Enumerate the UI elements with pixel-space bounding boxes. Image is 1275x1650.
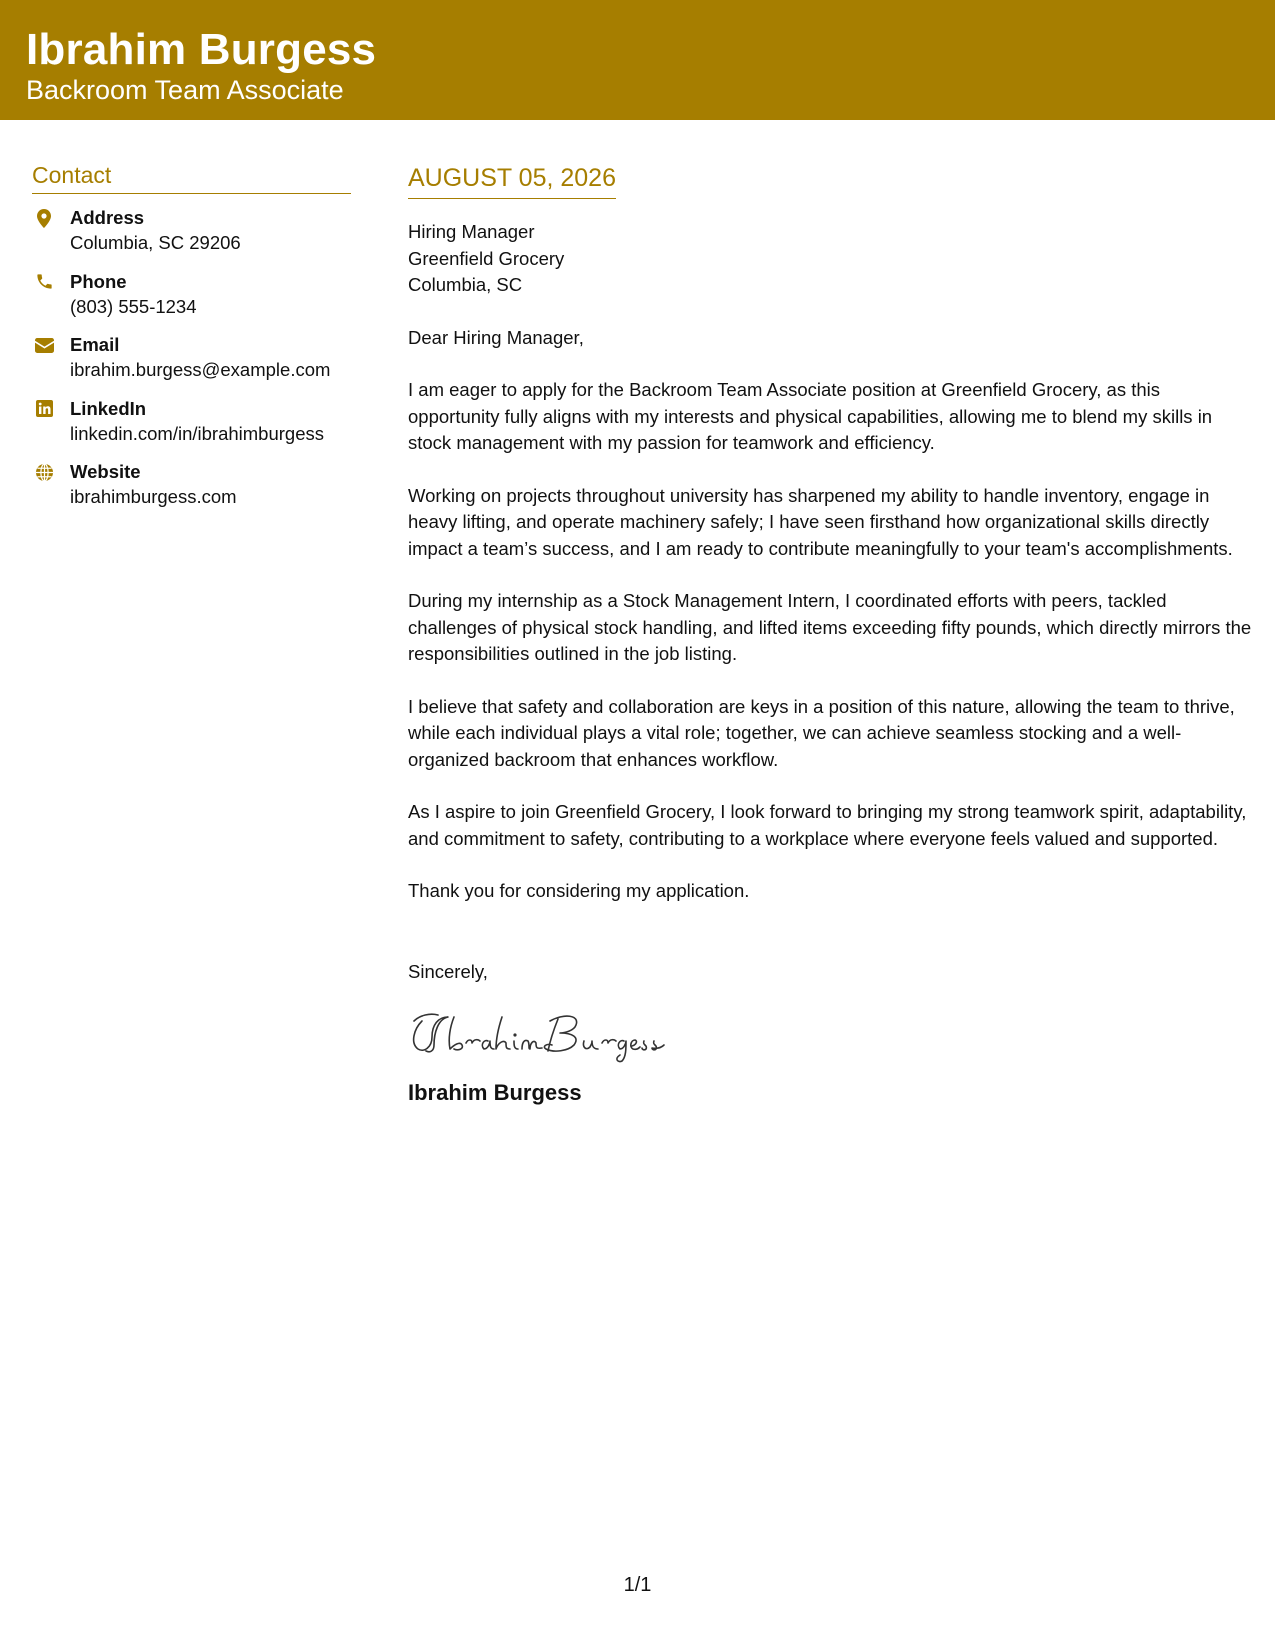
paragraph: I believe that safety and collaboration are keys in a position of this nature, allowing the team to thrive, while each individual plays a vital role; together, we can achieve seamless stocking and a well-organized backroom that enhances workflow.: [408, 695, 1235, 770]
contact-value: ibrahim.burgess@example.com: [70, 359, 331, 380]
contact-item-linkedin: [32, 397, 351, 461]
closing: Sincerely,: [408, 960, 488, 982]
page-number: 1/1: [623, 1574, 652, 1596]
linkedin-icon: [34, 398, 54, 420]
recipient-company: Greenfield Grocery: [408, 247, 565, 269]
header-banner: [0, 0, 1275, 120]
contact-value: Columbia, SC 29206: [70, 232, 241, 253]
applicant-name: Ibrahim Burgess: [26, 25, 377, 74]
paragraph: As I aspire to join Greenfield Grocery, I look forward to bringing my strong teamwork spirit, adaptability, and commitment to safety, contributing to a workplace where everyone feels valued and supported.: [408, 801, 1247, 849]
contact-label: LinkedIn: [70, 397, 147, 419]
signed-name: Ibrahim Burgess: [408, 1080, 582, 1105]
map-pin-icon: [34, 207, 54, 229]
contact-sidebar: [32, 160, 351, 524]
paragraph: Working on projects throughout university has sharpened my ability to handle inventory, engage in heavy lifting, and operate machinery safely; I have seen firsthand how organizational skills directly impact a team’s success, and I am ready to contribute meaningfully to your team's accomplishments.: [408, 484, 1233, 559]
contact-value: ibrahimburgess.com: [70, 486, 237, 507]
envelope-icon: [34, 334, 54, 356]
contact-list: [32, 206, 351, 524]
contact-item-address: [32, 206, 351, 270]
recipient-location: Columbia, SC: [408, 274, 523, 295]
letter-body: [408, 162, 1253, 1107]
contact-label: Website: [70, 461, 141, 482]
contact-item-phone: [32, 270, 351, 334]
contact-value: (803) 555-1234: [70, 295, 197, 317]
paragraph: Thank you for considering my application.: [408, 880, 750, 901]
paragraph: During my internship as a Stock Management Intern, I coordinated efforts with peers, tackled challenges of physical stock handling, and lifted items exceeding fifty pounds, which directly mirrors the responsibilities outlined in the job listing.: [408, 590, 1252, 664]
salutation: Dear Hiring Manager,: [408, 326, 584, 348]
handwritten-signature: [408, 1003, 1253, 1063]
letter-date-block: [408, 162, 616, 199]
recipient-block: [408, 219, 1253, 299]
paragraph: I am eager to apply for the Backroom Team Associate position at Greenfield Grocery, as this opportunity fully aligns with my interests and physical capabilities, allowing me to blend my skills in stock management with my passion for teamwork and efficiency.: [408, 379, 1213, 453]
phone-icon: [34, 271, 54, 293]
contact-item-website: [32, 460, 351, 524]
contact-item-email: [32, 333, 351, 397]
contact-label: Phone: [70, 270, 127, 292]
recipient-title: Hiring Manager: [408, 221, 535, 242]
applicant-role: Backroom Team Associate: [26, 75, 344, 105]
contact-value: linkedin.com/in/ibrahimburgess: [70, 422, 324, 444]
contact-label: Email: [70, 334, 120, 355]
globe-icon: [34, 461, 54, 483]
contact-heading: Contact: [32, 160, 351, 194]
contact-label: Address: [70, 207, 145, 228]
letter-date: AUGUST 05, 2026: [408, 164, 616, 192]
